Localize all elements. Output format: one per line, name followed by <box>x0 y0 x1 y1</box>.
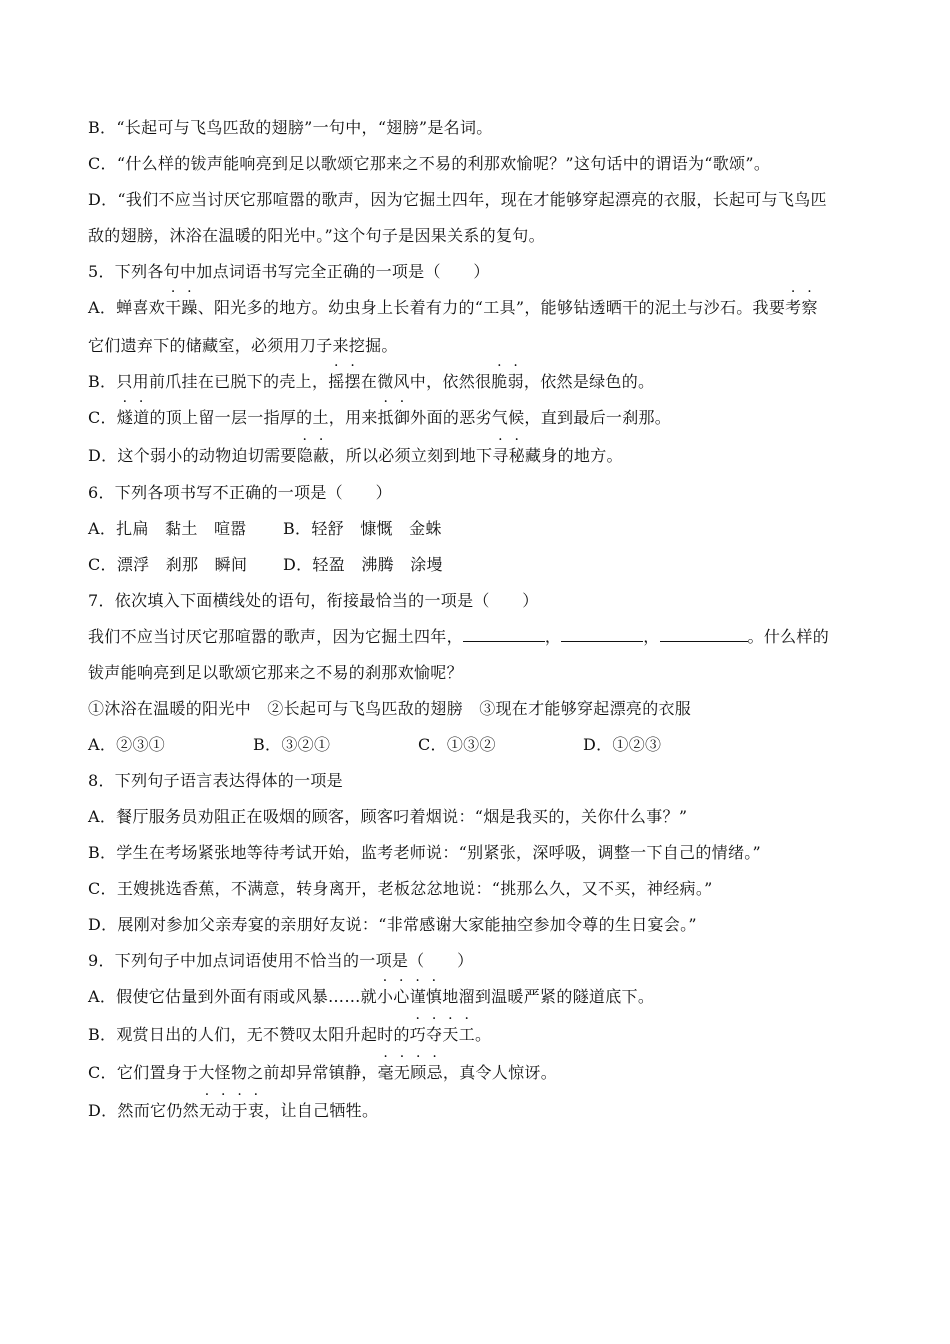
emphasis-char: 工 <box>458 1025 476 1044</box>
emphasis-char: 毫 <box>377 1063 394 1082</box>
q9-a-post: 地溜到温暖严紧的隧道底下。 <box>442 987 655 1006</box>
q5-c-post: 外面的恶劣气候，直到最后一刹那。 <box>410 408 672 427</box>
emphasis-char: 秘 <box>508 446 525 465</box>
q5-a-pre: A．蝉喜欢 <box>88 298 166 317</box>
q5-c-dotted-2 <box>378 408 411 427</box>
q4-option-d-line1: D．“我们不应当讨厌它那喧嚣的歌声，因为它掘土四年，现在才能够穿起漂亮的衣服，长起可与飞鸟匹 <box>88 190 827 209</box>
q5-a-dotted-1 <box>165 298 198 317</box>
emphasis-char: 察 <box>801 298 818 317</box>
q7-passage-line2: 钹声能响亮到足以歌颂它那来之不易的刹那欢愉呢？ <box>88 663 463 682</box>
q5-option-a-line1 <box>88 298 890 318</box>
q7-items: ①沐浴在温暖的阳光中 ②长起可与飞鸟匹敌的翅膀 ③现在才能够穿起漂亮的衣服 <box>88 699 692 718</box>
q8-option-d: D．展刚对参加父亲寿宴的亲朋好友说：“非常感谢大家能抽空参加令尊的生日宴会。” <box>88 915 697 934</box>
q9-d-dotted <box>199 1101 264 1120</box>
q6-stem: 6．下列各项书写不正确的一项是（ ） <box>88 483 392 502</box>
q6-row-ab <box>88 519 890 539</box>
emphasis-char: 抵 <box>377 408 394 427</box>
q9-a-pre: A．假使它估量到外面有雨或风暴……就 <box>88 987 377 1006</box>
q7-options <box>88 735 890 755</box>
q9-c-post: ，真令人惊讶。 <box>442 1063 558 1082</box>
emphasis-char: 躁 <box>181 298 198 317</box>
q7-sep-2: ， <box>643 627 660 646</box>
q5-option-a-line2: 它们遗弃下的储藏室，必须用刀子来挖掘。 <box>88 336 398 355</box>
q7-option-a: A．②③① <box>88 735 166 754</box>
q5-c-mid: 的顶上留一层一指厚的土，用来 <box>149 408 378 427</box>
q6-option-d: D．轻盈 沸腾 涂墁 <box>283 555 443 574</box>
q7-option-b: B．③②① <box>253 735 331 754</box>
emphasis-char: 蔽 <box>313 446 330 465</box>
q5-option-c <box>88 408 890 428</box>
emphasis-char: 于 <box>231 1101 248 1120</box>
q7-option-d: D．①②③ <box>583 735 662 754</box>
q7-text-post: 。什么样的 <box>747 627 830 646</box>
q9-option-c <box>88 1063 890 1083</box>
q9-c-dotted <box>378 1063 443 1082</box>
emphasis-char: 衷 <box>247 1101 265 1120</box>
q5-c-dotted-1 <box>117 408 150 427</box>
q7-blank-3 <box>660 627 748 642</box>
q5-d-mid: ，所以必须立刻到地下 <box>329 446 493 465</box>
emphasis-char: 小 <box>376 987 394 1006</box>
emphasis-char: 干 <box>165 298 182 317</box>
q5-b-pre: B．只用前爪挂在已脱下的壳上， <box>88 372 329 391</box>
q5-c-pre: C． <box>88 408 117 427</box>
emphasis-char: 心 <box>393 987 410 1006</box>
q5-d-dotted-1 <box>297 446 330 465</box>
q8-option-a: A．餐厅服务员劝阻正在吸烟的顾客，顾客叼着烟说：“烟是我买的，关你什么事？” <box>88 807 688 826</box>
emphasis-char: 摆 <box>344 372 361 391</box>
emphasis-char: 谨 <box>409 987 426 1006</box>
q9-b-pre: B．观赏日出的人们，无不赞叹太阳升起时的 <box>88 1025 410 1044</box>
q7-passage-line1 <box>88 627 890 647</box>
emphasis-char: 寻 <box>492 446 509 465</box>
q9-a-dotted <box>377 987 442 1006</box>
q7-option-c: C．①③② <box>418 735 496 754</box>
q7-blank-1 <box>463 627 545 642</box>
emphasis-char: 隐 <box>296 446 314 465</box>
q9-c-pre: C．它们置身于大怪物之前却异常镇静， <box>88 1063 378 1082</box>
emphasis-char: 御 <box>393 408 411 427</box>
q7-text-pre: 我们不应当讨厌它那喧嚣的歌声，因为它掘土四年， <box>88 627 463 646</box>
q6-option-a: A．扎扁 黏土 喧嚣 <box>88 519 247 538</box>
q9-option-a <box>88 987 890 1007</box>
emphasis-char: 摇 <box>328 372 345 391</box>
emphasis-char: 动 <box>215 1101 232 1120</box>
q4-option-c: C．“什么样的钹声能响亮到足以歌颂它那来之不易的利那欢愉呢？”这句话中的谓语为“歌颂”。 <box>88 154 771 173</box>
q5-b-dotted-2 <box>491 372 524 391</box>
emphasis-char: 道 <box>133 408 150 427</box>
q9-stem: 9．下列句子中加点词语使用不恰当的一项是（ ） <box>88 951 474 970</box>
q7-sep-1: ， <box>544 627 562 646</box>
q6-option-b: B．轻舒 慷慨 金蛛 <box>283 519 442 538</box>
emphasis-char: 燧 <box>116 408 134 427</box>
q5-a-mid: 、阳光多的地方。幼虫身上长着有力的“工具”，能够钻透晒干的泥土与沙石。我要 <box>197 298 786 317</box>
emphasis-char: 无 <box>393 1063 411 1082</box>
q9-d-pre: D．然而它仍然 <box>88 1101 199 1120</box>
q5-b-post: ，依然是绿色的。 <box>523 372 655 391</box>
q5-a-dotted-2 <box>785 298 818 317</box>
q6-option-c: C．漂浮 刹那 瞬间 <box>88 555 248 574</box>
q9-b-dotted <box>410 1025 475 1044</box>
q5-b-dotted-1 <box>328 372 361 391</box>
q8-stem: 8．下列句子语言表达得体的一项是 <box>88 771 343 790</box>
q7-blank-2 <box>561 627 643 642</box>
q5-option-b <box>88 372 890 392</box>
emphasis-char: 无 <box>198 1101 216 1120</box>
q7-stem: 7．依次填入下面横线处的语句，衔接最恰当的一项是（ ） <box>88 591 539 610</box>
emphasis-char: 弱 <box>507 372 524 391</box>
emphasis-char: 脆 <box>491 372 508 391</box>
emphasis-char: 巧 <box>409 1025 427 1044</box>
q5-d-pre: D．这个弱小的动物迫切需要 <box>88 446 297 465</box>
q9-d-post: ，让自己牺牲。 <box>264 1101 379 1120</box>
emphasis-char: 考 <box>785 298 802 317</box>
q4-option-d-line2: 敌的翅膀，沐浴在温暖的阳光中。”这个句子是因果关系的复句。 <box>88 226 545 245</box>
q5-d-post: 藏身的地方。 <box>525 446 623 465</box>
q9-option-b <box>88 1025 890 1045</box>
q8-option-b: B．学生在考场紧张地等待考试开始，监考老师说：“别紧张，深呼吸，调整一下自己的情绪。” <box>88 843 762 862</box>
q9-b-post: 。 <box>475 1025 492 1044</box>
q5-b-mid: 在微风中，依然很 <box>360 372 492 391</box>
emphasis-char: 夺 <box>426 1025 443 1044</box>
q6-row-cd <box>88 555 890 575</box>
q5-d-dotted-2 <box>492 446 525 465</box>
emphasis-char: 慎 <box>425 987 443 1006</box>
emphasis-char: 顾 <box>410 1063 427 1082</box>
q9-option-d <box>88 1101 890 1121</box>
q5-option-d <box>88 446 890 466</box>
emphasis-char: 忌 <box>426 1063 443 1082</box>
q8-option-c: C．王嫂挑选香蕉，不满意，转身离开，老板忿忿地说：“挑那么久，又不买，神经病。” <box>88 879 713 898</box>
emphasis-char: 天 <box>442 1025 459 1044</box>
q5-stem: 5．下列各句中加点词语书写完全正确的一项是（ ） <box>88 262 490 281</box>
q4-option-b: B．“长起可与飞鸟匹敌的翅膀”一句中，“翅膀”是名词。 <box>88 118 493 137</box>
